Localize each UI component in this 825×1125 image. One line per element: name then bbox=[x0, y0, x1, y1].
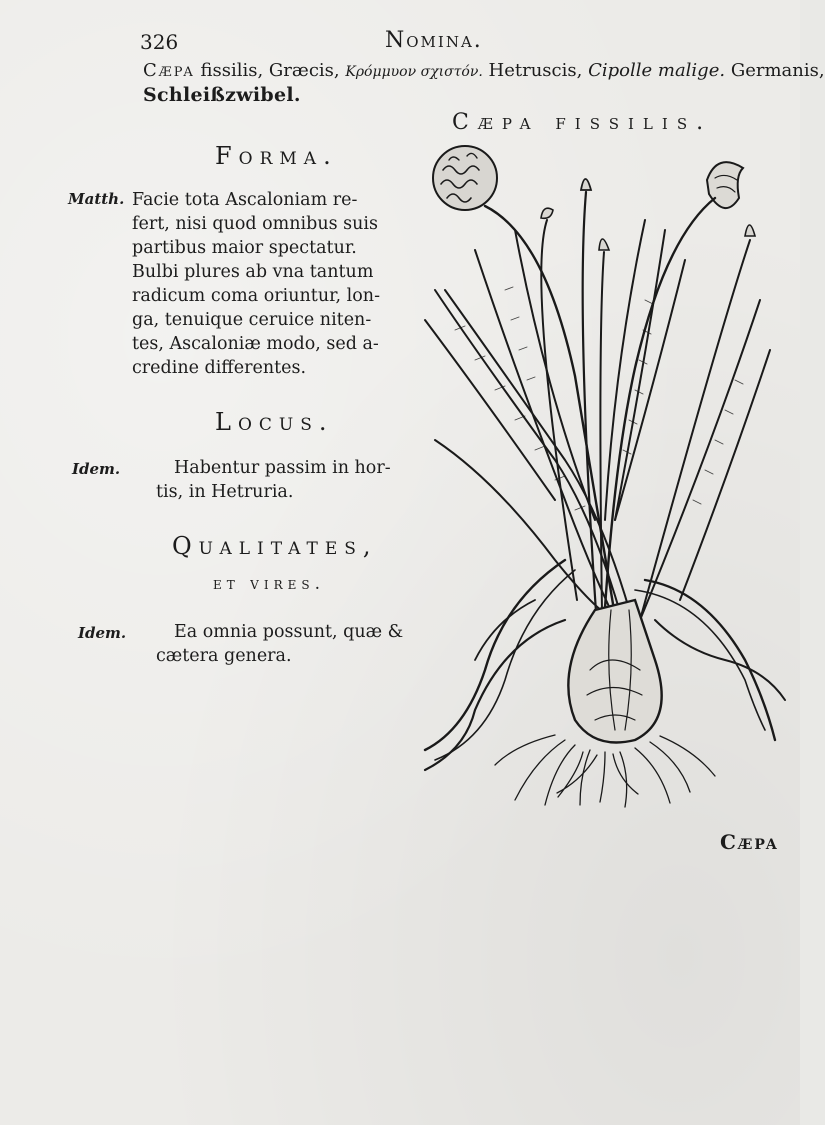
page-number: 326 bbox=[140, 30, 179, 54]
section-subheading-vires: et vires. bbox=[213, 574, 325, 594]
text-line: fert, nisi quod omnibus suis bbox=[132, 214, 378, 234]
language-germanis: Germanis, bbox=[730, 60, 825, 81]
text-line: Habentur passim in hor- bbox=[174, 458, 391, 478]
text-line: Bulbi plures ab vna tantum bbox=[132, 262, 374, 282]
text-line: credine differentes. bbox=[132, 358, 307, 378]
margin-source-idem: Idem. bbox=[78, 624, 127, 642]
language-graecis: Græcis, bbox=[268, 60, 340, 81]
language-hetruscis: Hetruscis, bbox=[488, 60, 583, 81]
paragraph-locus bbox=[132, 456, 404, 504]
plant-title: Cæpa fissilis. bbox=[452, 110, 713, 135]
text-line: tis, in Hetruria. bbox=[156, 482, 294, 502]
margin-source-matth: Matth. bbox=[68, 190, 125, 208]
german-name: Schleißzwibel. bbox=[143, 84, 301, 106]
section-heading-qualitates: Qualitates, bbox=[172, 532, 378, 560]
text-line: Facie tota Ascaloniam re- bbox=[132, 190, 358, 210]
italian-name: Cipolle malige. bbox=[588, 60, 726, 81]
running-head: Nomina. bbox=[385, 28, 483, 53]
section-heading-locus: Locus. bbox=[215, 408, 334, 436]
paragraph-forma bbox=[132, 188, 404, 380]
text-line: cætera genera. bbox=[156, 646, 292, 666]
margin-source-idem: Idem. bbox=[72, 460, 121, 478]
text-line: ga, tenuique ceruice niten- bbox=[132, 310, 372, 330]
greek-name: Κρόμμυον σχιστόν. bbox=[345, 64, 483, 80]
flower-head-icon bbox=[433, 146, 497, 210]
paragraph-qualitates bbox=[132, 620, 404, 668]
catchword: Cæpa bbox=[720, 830, 779, 854]
names-line bbox=[143, 60, 825, 81]
text-line: partibus maior spectatur. bbox=[132, 238, 357, 258]
text-line: radicum coma oriuntur, lon- bbox=[132, 286, 380, 306]
onion-plant-woodcut-icon bbox=[415, 140, 800, 810]
text-line: Ea omnia possunt, quæ & bbox=[174, 622, 404, 642]
section-heading-forma: Forma. bbox=[215, 142, 338, 170]
plant-name-epithet: fissilis, bbox=[200, 60, 264, 81]
plant-name-label: Cæpa bbox=[143, 60, 195, 81]
text-line: tes, Ascaloniæ modo, sed a- bbox=[132, 334, 379, 354]
